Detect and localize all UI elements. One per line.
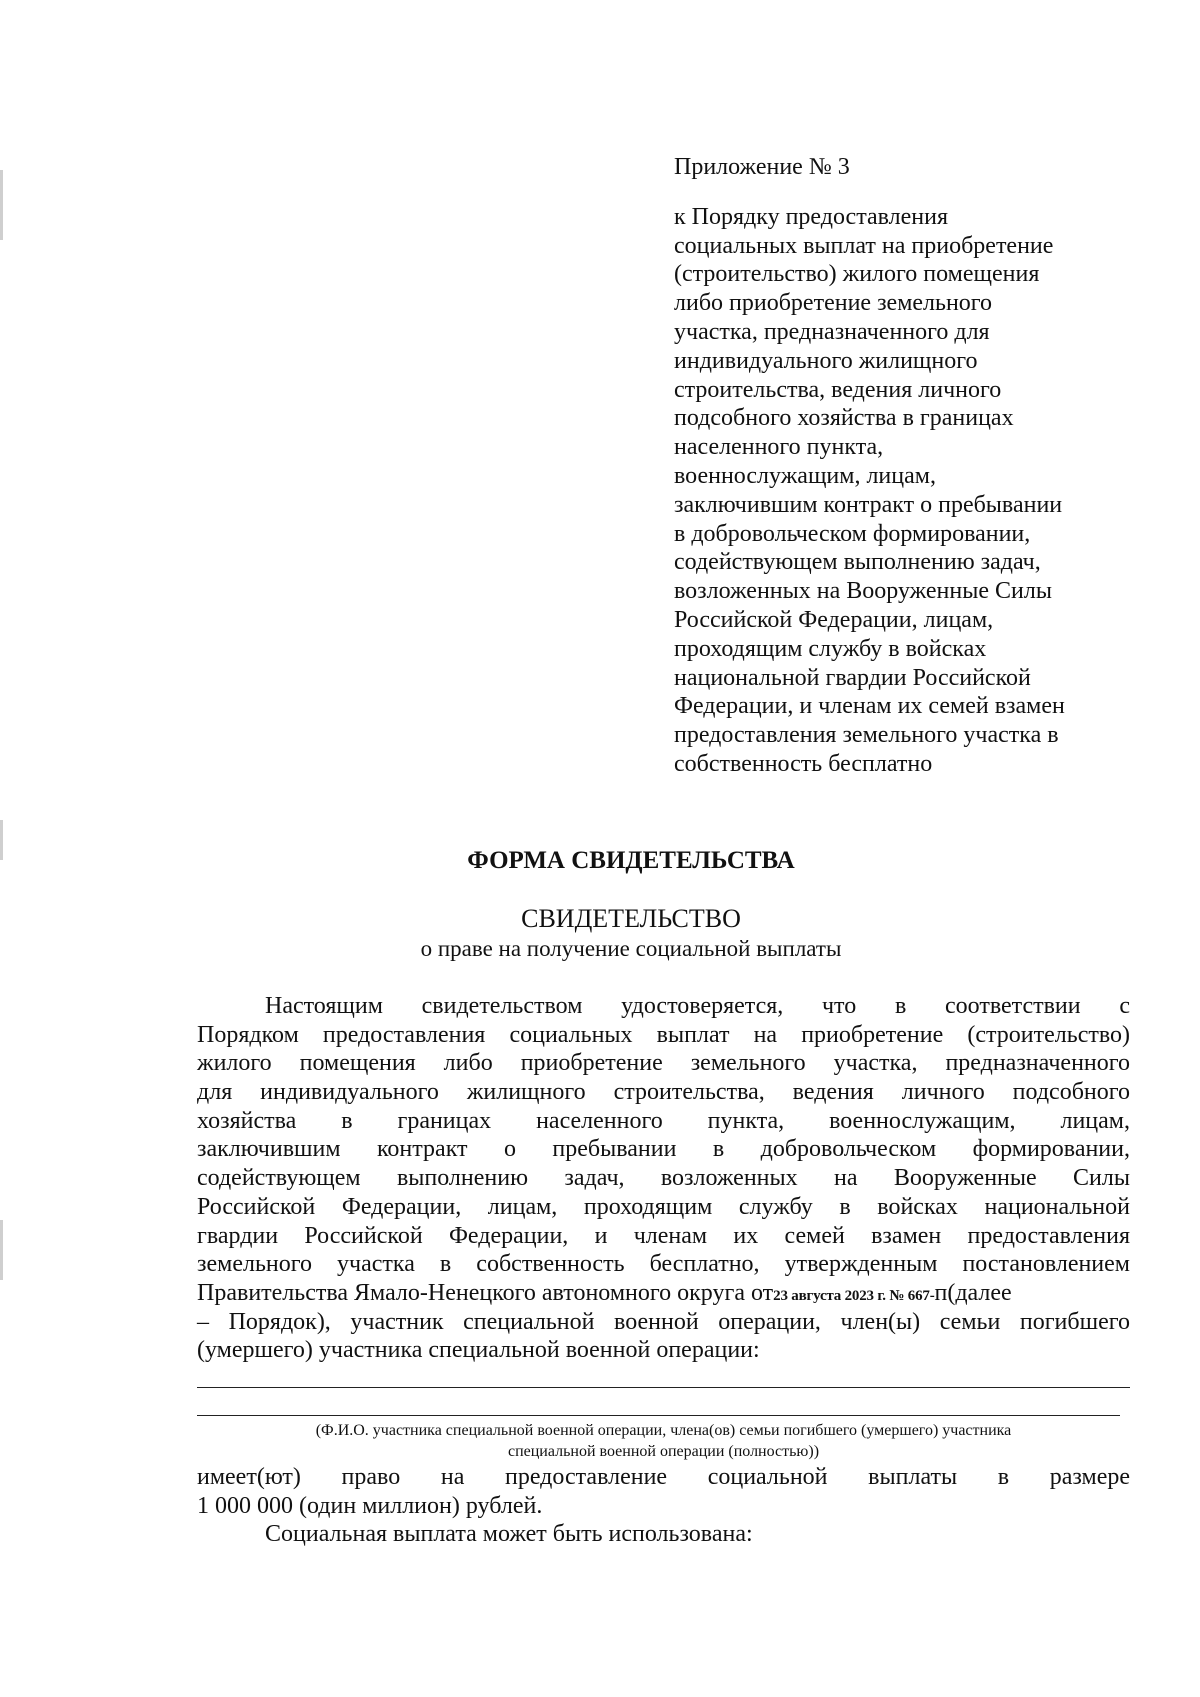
body-line: содействующем выполнению задач, возложенных на Вооруженные Силы [197,1165,1130,1192]
certificate-title: СВИДЕТЕЛЬСТВО [521,904,741,933]
body-line: Российской Федерации, лицам, проходящим службу в войсках национальной [197,1193,1130,1220]
appendix-line: строительства, ведения личного [674,376,1002,403]
scan-edge-mark [0,170,3,240]
entitlement-line: имеет(ют) право на предоставление социальной выплаты в размере [197,1464,1130,1490]
appendix-line: населенного пункта, [674,434,884,461]
scan-edge-mark [0,1220,3,1280]
appendix-block [674,153,1134,779]
certificate-subtitle: о праве на получение социальной выплаты [420,936,842,961]
appendix-line: содействующем выполнению задач, [674,549,1041,576]
fio-input-line [197,1415,1120,1416]
body-line: гвардии Российской Федерации, и членам их семей взамен предоставления [197,1222,1130,1249]
body-line: жилого помещения либо приобретение земельного участка, предназначенного [197,1050,1130,1077]
usage-intro: Социальная выплата может быть использована: [265,1521,753,1548]
body-line-resolution [197,1279,1130,1308]
appendix-line: проходящим службу в войсках [674,635,987,662]
fio-caption-line: специальной военной операции (полностью)) [507,1443,820,1460]
body-line: (умершего) участника специальной военной операции: [197,1337,760,1364]
payment-amount: 1 000 000 (один миллион) рублей. [197,1492,543,1519]
appendix-line: собственность бесплатно [674,750,933,777]
appendix-line: подсобного хозяйства в границах [674,405,1014,432]
body-line: – Порядок), участник специальной военной операции, член(ы) семьи погибшего [197,1308,1130,1335]
appendix-line: предоставления земельного участка в [674,722,1059,749]
appendix-number: Приложение № 3 [674,154,850,180]
fio-input-line [197,1387,1130,1388]
appendix-line: участка, предназначенного для [674,318,990,345]
appendix-line: Федерации, и членам их семей взамен [674,693,1065,720]
resolution-date: 23 августа 2023 г. № 667- [773,1287,935,1304]
body-text: Правительства Ямало-Ненецкого автономного округа от [197,1279,774,1306]
fio-caption-line: (Ф.И.О. участника специальной военной операции, члена(ов) семьи погибшего (умершего) участника [315,1422,1012,1439]
appendix-line: военнослужащим, лицам, [674,462,936,489]
appendix-line: возложенных на Вооруженные Силы [674,578,1052,605]
appendix-line: социальных выплат на приобретение [674,232,1054,259]
body-text: п(далее [934,1279,1012,1306]
appendix-line: индивидуального жилищного [674,347,978,374]
appendix-line: к Порядку предоставления [674,203,949,230]
appendix-line: (строительство) жилого помещения [674,261,1040,288]
body-line: Настоящим свидетельством удостоверяется, что в соответствии с [265,993,1130,1019]
body-line: для индивидуального жилищного строительства, ведения личного подсобного [197,1079,1130,1106]
appendix-line: либо приобретение земельного [674,290,993,317]
entitlement-text [197,1463,1130,1549]
form-title: ФОРМА СВИДЕТЕЛЬСТВА [467,847,795,874]
appendix-line: в добровольческом формировании, [674,520,1031,547]
appendix-line: национальной гвардии Российской [674,664,1031,691]
body-line: Порядком предоставления социальных выплат на приобретение (строительство) [197,1021,1130,1048]
appendix-text [674,203,1134,779]
appendix-line: Российской Федерации, лицам, [674,606,994,633]
certificate-body [197,992,1130,1365]
fio-caption [197,1420,1130,1462]
body-line: заключившим контракт о пребывании в добровольческом формировании, [197,1136,1130,1163]
body-line: хозяйства в границах населенного пункта, военнослужащим, лицам, [197,1107,1130,1134]
appendix-line: заключившим контракт о пребывании [674,491,1063,518]
body-line: земельного участка в собственность бесплатно, утвержденным постановлением [197,1251,1130,1278]
